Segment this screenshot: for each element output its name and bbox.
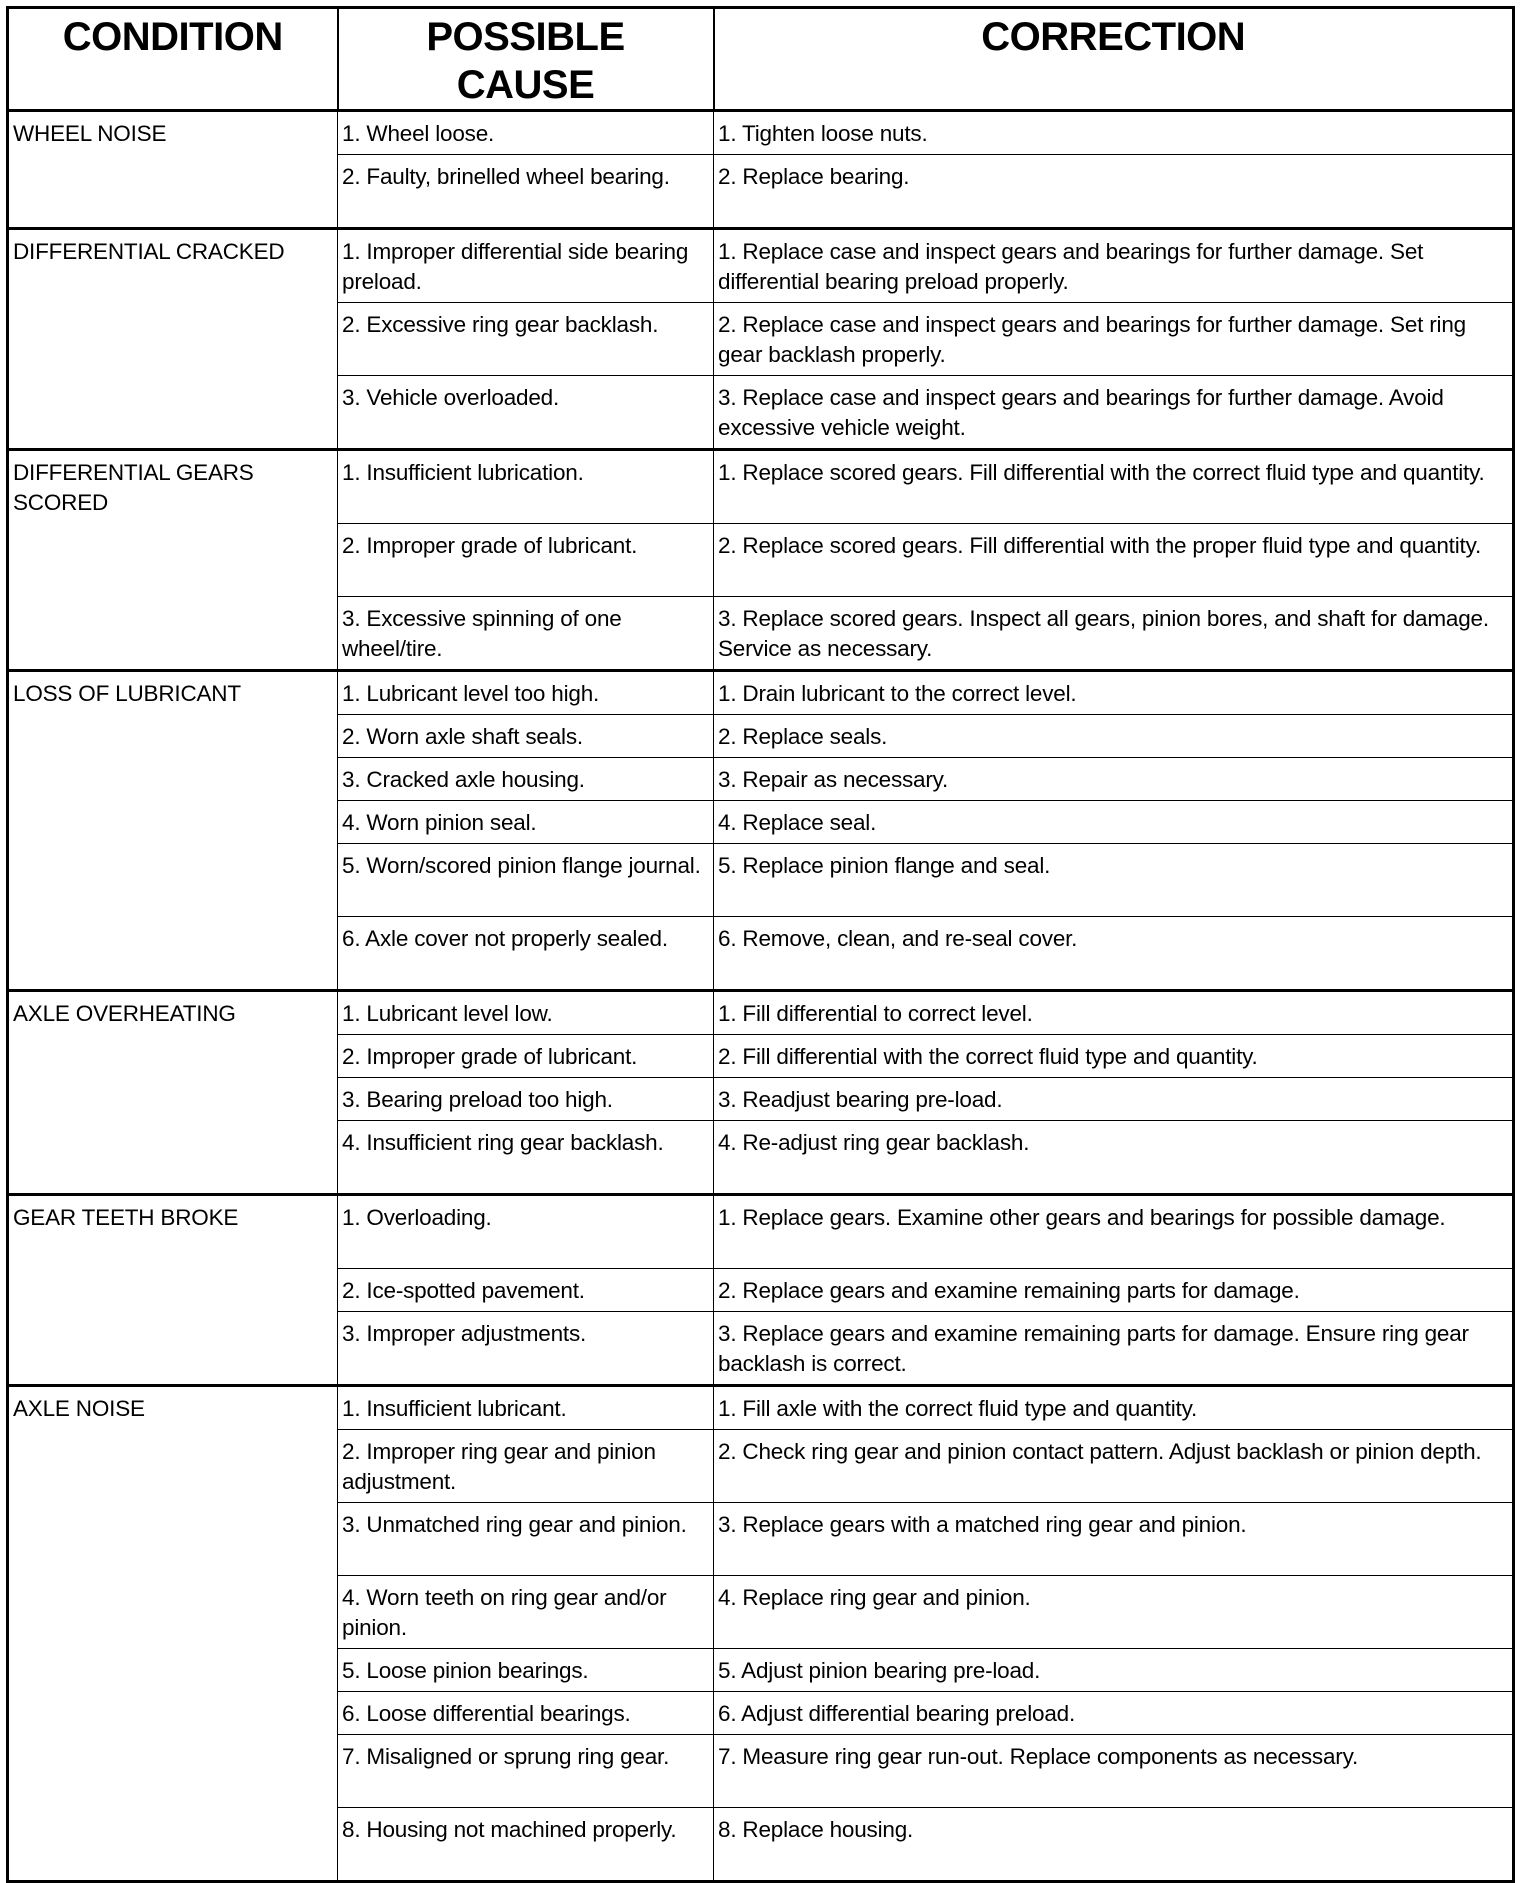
possible-cause-cell: 8. Housing not machined properly. (338, 1808, 714, 1882)
possible-cause-cell: 3. Vehicle overloaded. (338, 376, 714, 450)
correction-cell: 3. Readjust bearing pre-load. (714, 1078, 1514, 1121)
possible-cause-cell: 4. Insufficient ring gear backlash. (338, 1121, 714, 1195)
correction-cell: 3. Replace case and inspect gears and bearings for further damage. Avoid excessive vehicle weight. (714, 376, 1514, 450)
possible-cause-cell: 1. Lubricant level too high. (338, 671, 714, 715)
diagnosis-page (6, 6, 1512, 1883)
table-header (8, 8, 1514, 111)
correction-cell: 6. Adjust differential bearing preload. (714, 1692, 1514, 1735)
possible-cause-cell: 1. Overloading. (338, 1195, 714, 1269)
correction-cell: 1. Replace gears. Examine other gears and bearings for possible damage. (714, 1195, 1514, 1269)
correction-cell: 4. Replace seal. (714, 801, 1514, 844)
condition-cell: DIFFERENTIAL CRACKED (8, 229, 338, 450)
diagnosis-table (6, 6, 1515, 1883)
possible-cause-cell: 7. Misaligned or sprung ring gear. (338, 1735, 714, 1808)
possible-cause-cell: 3. Improper adjustments. (338, 1312, 714, 1386)
header-possible-cause (338, 8, 714, 111)
possible-cause-cell: 6. Axle cover not properly sealed. (338, 917, 714, 991)
possible-cause-cell: 1. Wheel loose. (338, 111, 714, 155)
possible-cause-cell: 2. Excessive ring gear backlash. (338, 303, 714, 376)
header-cause-line2: CAUSE (456, 63, 595, 107)
table-body (8, 111, 1514, 1882)
header-correction (714, 8, 1514, 111)
correction-cell: 1. Tighten loose nuts. (714, 111, 1514, 155)
correction-cell: 1. Fill differential to correct level. (714, 991, 1514, 1035)
header-condition (8, 8, 338, 111)
correction-cell: 3. Repair as necessary. (714, 758, 1514, 801)
condition-cell: WHEEL NOISE (8, 111, 338, 229)
correction-cell: 2. Replace seals. (714, 715, 1514, 758)
correction-cell: 5. Adjust pinion bearing pre-load. (714, 1649, 1514, 1692)
possible-cause-cell: 1. Insufficient lubricant. (338, 1386, 714, 1430)
correction-cell: 1. Replace case and inspect gears and bearings for further damage. Set differential bearing preload properly. (714, 229, 1514, 303)
possible-cause-cell: 2. Worn axle shaft seals. (338, 715, 714, 758)
table-row (8, 1195, 1514, 1269)
correction-cell: 2. Replace scored gears. Fill differential with the proper fluid type and quantity. (714, 524, 1514, 597)
table-row (8, 1386, 1514, 1430)
possible-cause-cell: 2. Improper ring gear and pinion adjustment. (338, 1430, 714, 1503)
table-row (8, 450, 1514, 524)
possible-cause-cell: 2. Improper grade of lubricant. (338, 524, 714, 597)
possible-cause-cell: 3. Cracked axle housing. (338, 758, 714, 801)
condition-cell: DIFFERENTIAL GEARS SCORED (8, 450, 338, 671)
header-row (8, 8, 1514, 111)
correction-cell: 3. Replace gears and examine remaining parts for damage. Ensure ring gear backlash is correct. (714, 1312, 1514, 1386)
header-cause-line1: POSSIBLE (426, 15, 625, 59)
possible-cause-cell: 5. Loose pinion bearings. (338, 1649, 714, 1692)
condition-cell: AXLE NOISE (8, 1386, 338, 1882)
correction-cell: 6. Remove, clean, and re-seal cover. (714, 917, 1514, 991)
correction-cell: 2. Replace gears and examine remaining parts for damage. (714, 1269, 1514, 1312)
possible-cause-cell: 3. Unmatched ring gear and pinion. (338, 1503, 714, 1576)
correction-cell: 4. Replace ring gear and pinion. (714, 1576, 1514, 1649)
condition-cell: GEAR TEETH BROKE (8, 1195, 338, 1386)
possible-cause-cell: 1. Improper differential side bearing preload. (338, 229, 714, 303)
correction-cell: 1. Fill axle with the correct fluid type and quantity. (714, 1386, 1514, 1430)
correction-cell: 3. Replace scored gears. Inspect all gears, pinion bores, and shaft for damage. Service as necessary. (714, 597, 1514, 671)
correction-cell: 1. Drain lubricant to the correct level. (714, 671, 1514, 715)
possible-cause-cell: 3. Excessive spinning of one wheel/tire. (338, 597, 714, 671)
possible-cause-cell: 3. Bearing preload too high. (338, 1078, 714, 1121)
correction-cell: 1. Replace scored gears. Fill differential with the correct fluid type and quantity. (714, 450, 1514, 524)
correction-cell: 2. Check ring gear and pinion contact pattern. Adjust backlash or pinion depth. (714, 1430, 1514, 1503)
header-condition-label: CONDITION (62, 15, 283, 59)
possible-cause-cell: 4. Worn teeth on ring gear and/or pinion. (338, 1576, 714, 1649)
possible-cause-cell: 2. Ice-spotted pavement. (338, 1269, 714, 1312)
possible-cause-cell: 2. Faulty, brinelled wheel bearing. (338, 155, 714, 229)
correction-cell: 2. Replace bearing. (714, 155, 1514, 229)
condition-cell: AXLE OVERHEATING (8, 991, 338, 1195)
correction-cell: 2. Replace case and inspect gears and bearings for further damage. Set ring gear backlash properly. (714, 303, 1514, 376)
correction-cell: 5. Replace pinion flange and seal. (714, 844, 1514, 917)
table-row (8, 991, 1514, 1035)
possible-cause-cell: 1. Insufficient lubrication. (338, 450, 714, 524)
possible-cause-cell: 6. Loose differential bearings. (338, 1692, 714, 1735)
correction-cell: 2. Fill differential with the correct fluid type and quantity. (714, 1035, 1514, 1078)
possible-cause-cell: 5. Worn/scored pinion flange journal. (338, 844, 714, 917)
correction-cell: 8. Replace housing. (714, 1808, 1514, 1882)
possible-cause-cell: 2. Improper grade of lubricant. (338, 1035, 714, 1078)
table-row (8, 671, 1514, 715)
correction-cell: 3. Replace gears with a matched ring gear and pinion. (714, 1503, 1514, 1576)
possible-cause-cell: 1. Lubricant level low. (338, 991, 714, 1035)
correction-cell: 4. Re-adjust ring gear backlash. (714, 1121, 1514, 1195)
possible-cause-cell: 4. Worn pinion seal. (338, 801, 714, 844)
condition-cell: LOSS OF LUBRICANT (8, 671, 338, 991)
correction-cell: 7. Measure ring gear run-out. Replace components as necessary. (714, 1735, 1514, 1808)
header-correction-label: CORRECTION (981, 15, 1246, 59)
table-row (8, 111, 1514, 155)
table-row (8, 229, 1514, 303)
